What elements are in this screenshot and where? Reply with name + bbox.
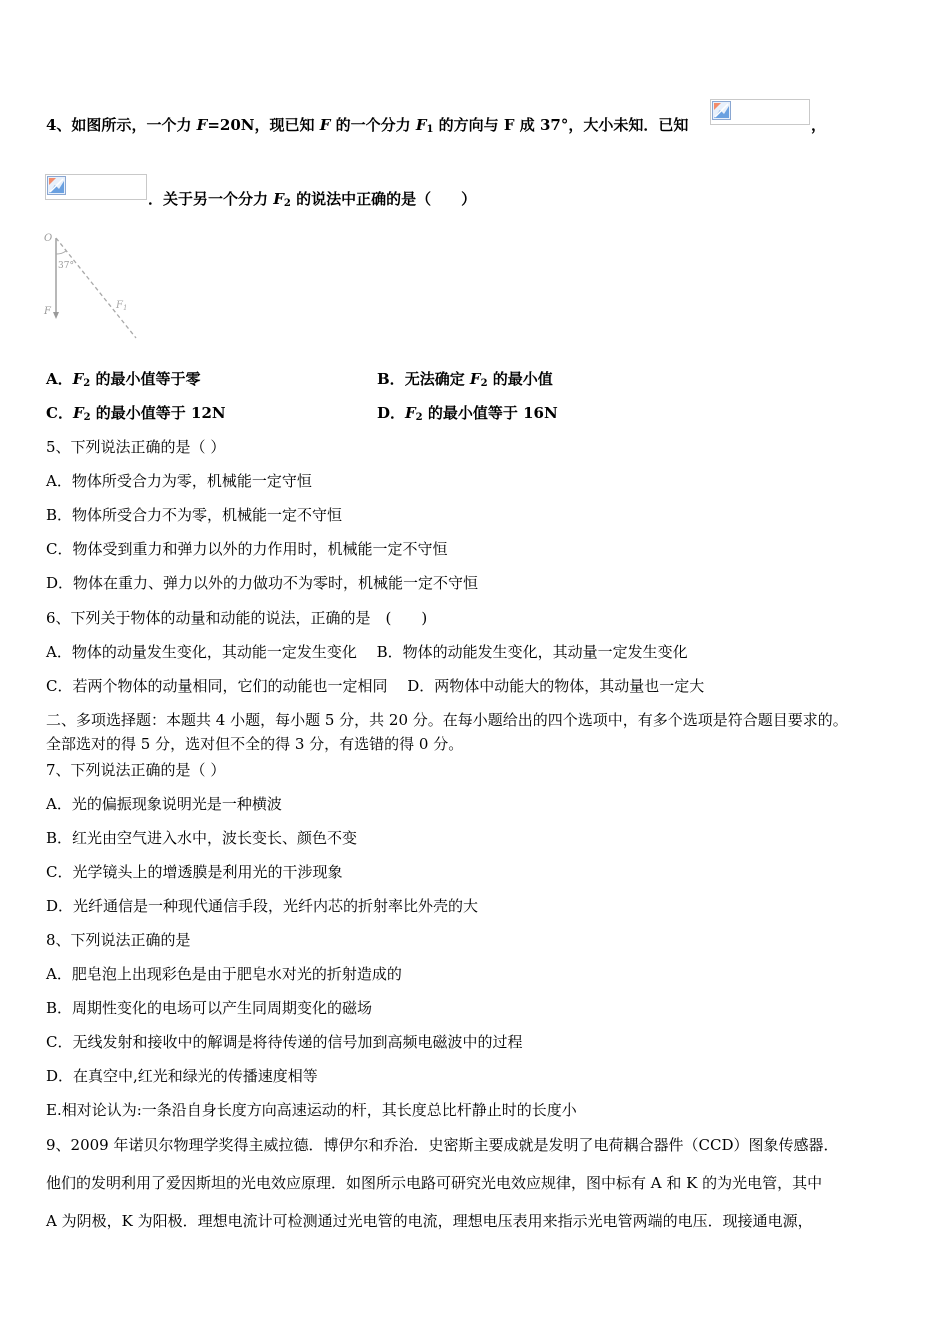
q7-option-c[interactable]: C．光学镜头上的增透膜是利用光的干涉现象 — [46, 863, 343, 881]
q4-option-d[interactable]: D．$F_2$ 的最小值等于 16N — [377, 404, 558, 423]
q8-option-b[interactable]: B．周期性变化的电场可以产生同周期变化的磁场 — [46, 999, 373, 1017]
q6-options-row2[interactable]: C．若两个物体的动量相同，它们的动能也一定相同 D．两物体中动能大的物体，其动量也一定大 — [46, 677, 705, 695]
q5-stem: 5、下列说法正确的是（ ） — [46, 438, 226, 456]
q5-option-c[interactable]: C．物体受到重力和弹力以外的力作用时，机械能一定不守恒 — [46, 540, 448, 558]
label-F: F — [44, 306, 51, 317]
q4-option-a[interactable]: A．$F_2$ 的最小值等于零 — [46, 370, 201, 389]
q7-option-a[interactable]: A．光的偏振现象说明光是一种横波 — [46, 795, 282, 813]
q4-line2: ．关于另一个分力 $F_2$ 的说法中正确的是（ ） — [148, 190, 477, 209]
q4-option-c[interactable]: C．$F_2$ 的最小值等于 12N — [46, 404, 226, 423]
q6-stem: 6、下列关于物体的动量和动能的说法，正确的是 ( ) — [46, 609, 428, 627]
q9-text-line3: A 为阴极，K 为阳极．理想电流计可检测通过光电管的电流，理想电压表用来指示光电管两端的电压．现接通电源， — [46, 1212, 813, 1230]
q9-text-line2: 他们的发明利用了爱因斯坦的光电效应原理．如图所示电路可研究光电效应规律，图中标有 A 和 K 的为光电管，其中 — [46, 1174, 823, 1192]
q8-option-e[interactable]: E.相对论认为:一条沿自身长度方向高速运动的杆，其长度总比杆静止时的长度小 — [46, 1101, 577, 1119]
q5-option-a[interactable]: A．物体所受合力为零，机械能一定守恒 — [46, 472, 312, 490]
label-O: O — [44, 233, 53, 244]
q7-option-d[interactable]: D．光纤通信是一种现代通信手段，光纤内芯的折射率比外壳的大 — [46, 897, 479, 915]
q8-option-a[interactable]: A．肥皂泡上出现彩色是由于肥皂水对光的折射造成的 — [46, 965, 402, 983]
q6-options-row1[interactable]: A．物体的动量发生变化，其动能一定发生变化 B．物体的动能发生变化，其动量一定发生变化 — [46, 643, 688, 661]
label-F1: $F_1$ — [116, 300, 128, 312]
q8-stem: 8、下列说法正确的是 — [46, 931, 191, 949]
force-arrowhead — [53, 312, 59, 319]
broken-image-icon — [710, 99, 810, 125]
q8-option-d[interactable]: D．在真空中,红光和绿光的传播速度相等 — [46, 1067, 318, 1085]
label-angle: 37° — [58, 261, 74, 271]
section2-instructions-line2: 全部选对的得 5 分，选对但不全的得 3 分，有选错的得 0 分。 — [46, 735, 464, 753]
angle-arc — [56, 251, 66, 254]
q4-line1: 4、如图所示，一个力 F=20N，现已知 F 的一个分力 $F_1$ 的方向与 F 成 37°，大小未知．已知 — [46, 116, 689, 135]
q7-option-b[interactable]: B．红光由空气进入水中，波长变长、颜色不变 — [46, 829, 358, 847]
q7-stem: 7、下列说法正确的是（ ） — [46, 761, 226, 779]
q4-comma: ， — [811, 116, 827, 134]
q5-option-d[interactable]: D．物体在重力、弹力以外的力做功不为零时，机械能一定不守恒 — [46, 574, 479, 592]
q9-text-line1: 9、2009 年诺贝尔物理学奖得主威拉德．博伊尔和乔治．史密斯主要成就是发明了电荷耦合器件（CCD）图象传感器． — [46, 1136, 839, 1154]
section2-instructions-line1: 二、多项选择题：本题共 4 小题，每小题 5 分，共 20 分。在每小题给出的四个选项中，有多个选项是符合题目要求的。 — [46, 711, 848, 729]
q4-option-b[interactable]: B．无法确定 $F_2$ 的最小值 — [377, 370, 553, 389]
q8-option-c[interactable]: C．无线发射和接收中的解调是将待传递的信号加到高频电磁波中的过程 — [46, 1033, 523, 1051]
force-diagram — [40, 228, 140, 343]
component-F1-line — [56, 238, 136, 338]
q5-option-b[interactable]: B．物体所受合力不为零，机械能一定不守恒 — [46, 506, 343, 524]
broken-image-icon — [45, 174, 147, 200]
